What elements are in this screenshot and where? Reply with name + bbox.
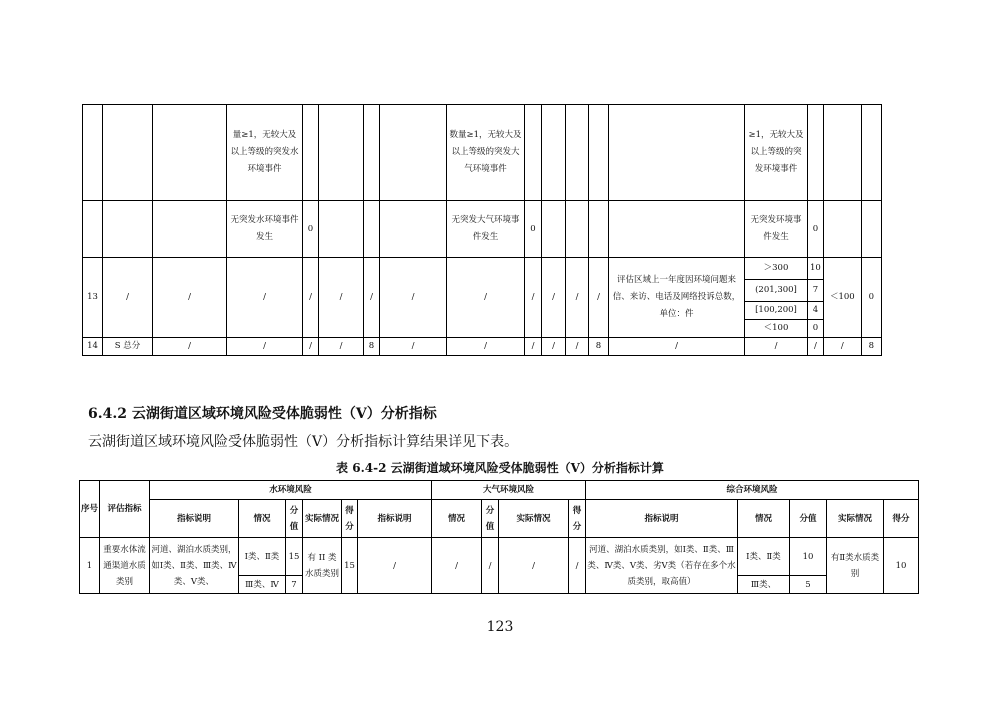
- air-criterion-cell: 数量≥1，无较大及以上等级的突发大气环境事件: [447, 105, 525, 201]
- table-row: [83, 105, 882, 201]
- water-group-header: 水环境风险: [150, 481, 432, 500]
- table-row: 1 重要水体流通渠道水质类别 河道、湖泊水质类别，如Ⅰ类、Ⅱ类、Ⅲ类、Ⅳ类、Ⅴ类、 Ⅰ类、Ⅱ类 15 有 II 类水质类别 15 / / / / / 河道、湖泊水质类别，如Ⅰ类、Ⅱ类、Ⅲ类、Ⅳ类、Ⅴ类、劣Ⅴ类（若存在多个水质类别，取高值） Ⅰ类、Ⅱ类 10 有Ⅱ类水质类别 10: [80, 538, 919, 576]
- top-table: [82, 104, 882, 356]
- complaint-description: 评估区域上一年度因环境问题来信、来访、电话及网络投诉总数，单位：件: [609, 258, 745, 338]
- combined-group-header: 综合环境风险: [586, 481, 919, 500]
- table-row: [100,200] 4: [83, 302, 882, 320]
- table-header-row: [80, 481, 919, 500]
- table-row: 14 S 总分 / / / / 8 / / / / / 8 / / / / 8: [83, 338, 882, 356]
- page-number: 123: [486, 619, 514, 635]
- table-row: ＜100 0: [83, 320, 882, 338]
- water-desc-cell: 河道、湖泊水质类别，如Ⅰ类、Ⅱ类、Ⅲ类、Ⅳ类、Ⅴ类、: [150, 538, 239, 594]
- combined-criterion-cell: ≥1，无较大及以上等级的突发环境事件: [745, 105, 808, 201]
- table-header-row: 指标说明 情况 分值 实际情况 得分 指标说明 情况 分值 实际情况 得分 指标说明 情况 分值 实际情况 得分: [80, 500, 919, 538]
- air-group-header: 大气环境风险: [432, 481, 586, 500]
- seq-header: 序号: [80, 481, 100, 538]
- water-criterion-cell: 量≥1，无较大及以上等级的突发水环境事件: [227, 105, 303, 201]
- combined-desc-cell: 河道、湖泊水质类别，如Ⅰ类、Ⅱ类、Ⅲ类、Ⅳ类、Ⅴ类、劣Ⅴ类（若存在多个水质类别，取高值）: [586, 538, 738, 594]
- section-heading: 6.4.2 云湖街道区域环境风险受体脆弱性（V）分析指标: [88, 406, 437, 422]
- vulnerability-table: [79, 480, 919, 594]
- indicator-cell: 重要水体流通渠道水质类别: [100, 538, 150, 594]
- indicator-header: 评估指标: [100, 481, 150, 538]
- table-row: 无突发水环境事件发生 0 无突发大气环境事件发生 0 无突发环境事件发生 0: [83, 201, 882, 258]
- table-caption: 表 6.4-2 云湖街道域环境风险受体脆弱性（V）分析指标计算: [336, 461, 664, 475]
- table-row: 13 / / / / / / / / / / / / 评估区域上一年度因环境问题来信、来访、电话及网络投诉总数，单位：件 ＞300 10 ＜100 0: [83, 258, 882, 280]
- body-paragraph: 云湖街道区域环境风险受体脆弱性（V）分析指标计算结果详见下表。: [88, 434, 519, 450]
- table-row: Ⅲ类、Ⅳ 7 Ⅲ类、 5: [80, 576, 919, 594]
- table-row: (201,300] 7: [83, 280, 882, 302]
